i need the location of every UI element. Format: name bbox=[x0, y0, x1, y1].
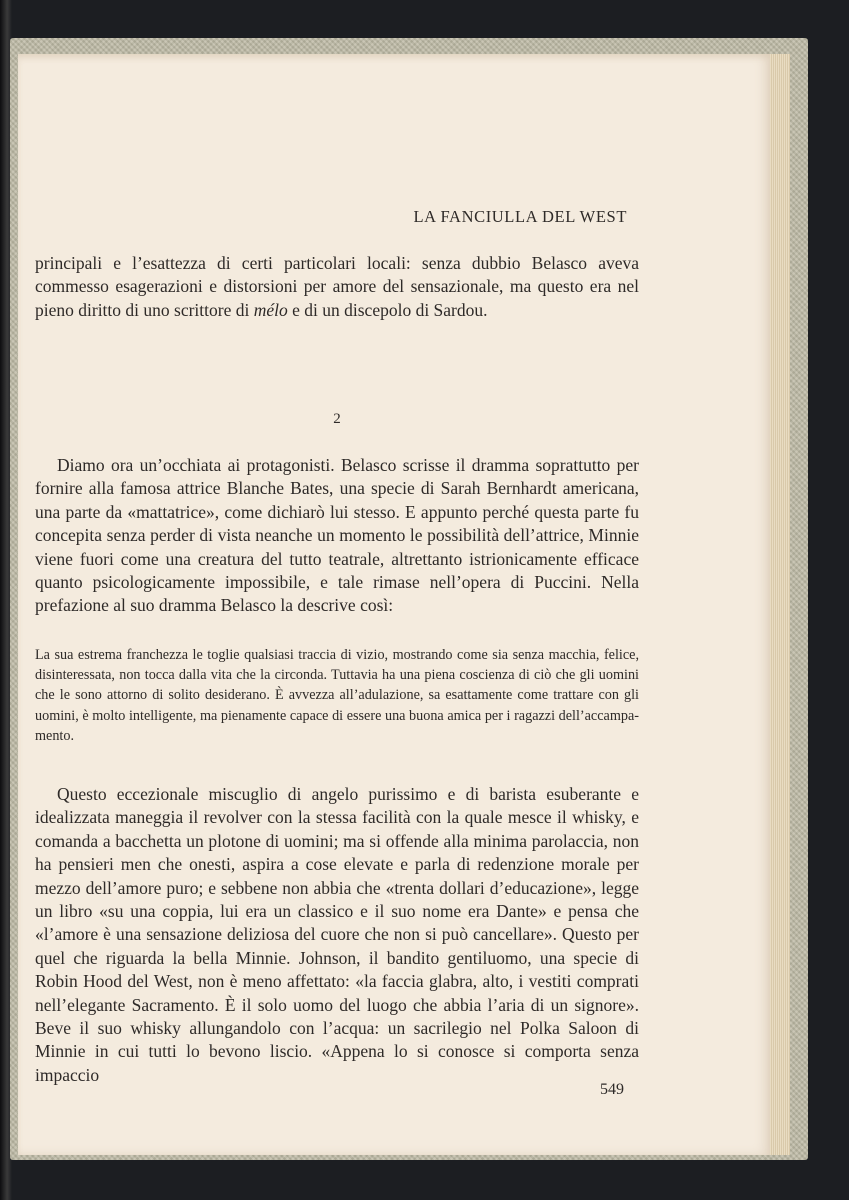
running-head: LA FANCIULLA DEL WEST bbox=[413, 207, 627, 226]
paragraph-continued bbox=[35, 252, 639, 322]
section-number: 2 bbox=[333, 411, 341, 427]
paragraph-minnie-johnson: Questo eccezionale miscuglio di angelo purissimo e di barista esuberante e idealizzata maneggia il revolver con la stessa facilità con la quale mesce il whisky, e comanda a bacchetta un plotone di uomini; ma si offende alla minima parolaccia, non ha pensieri men che onesti, aspira a cose elevate e parla di redenzione morale per mezzo dell’amore puro; e sebbene non abbia che «trenta dollari d’educazione», legge un libro «su una coppia, lui era un classico e il suo nome era Dante» e pensa che «l’amore è una sensazione deliziosa del cuore che non si può cancellare». Questo per quel che riguarda la bella Minnie. Johnson, il bandito gentiluomo, una specie di Robin Hood del West, non è meno affettato: «la faccia glabra, alto, i vestiti comprati nell’elegante Sacramento. È il solo uomo del luogo che abbia l’aria di un signore». Beve il suo whisky allungandolo con l’acqua: un sacrilegio nel Polka Saloon di Minnie in cui tutti lo bevono liscio. «Appena lo si conosce si comporta senza impaccio bbox=[35, 784, 639, 1085]
book-page bbox=[18, 54, 770, 1155]
paragraph-protagonists: Diamo ora un’occhiata ai protagonisti. Belasco scrisse il dramma soprattutto per fornire alla famosa attrice Blanche Bates, una specie di Sarah Bernhardt americana, una parte da «mattatrice», come dichiarò lui stesso. E appunto perché questa parte fu concepita senza perder di vista neanche un momento le possibilità dell’attrice, Minnie viene fuori come una creatura del tutto teatrale, altrettanto istrionicamente efficace quanto psicologicamente impossibile, e tale rimase nell’opera di Puccini. Nella prefazione al suo dramma Belasco la descrive così: bbox=[35, 455, 639, 616]
block-quotation: La sua estrema franchezza le toglie qualsiasi traccia di vizio, mostrando come sia senza macchia, felice, disinteressata, non tocca dalla vita che la circonda. Tuttavia ha una piena coscienza di ciò che gli uomini che le sono attorno di solito desiderano. È avvezza all’adulazione, sa esattamente come trattare con gli uomini, è molto intelligente, ma pienamente capace di essere una buona amica per i ragazzi dell’accampamento. bbox=[35, 647, 639, 744]
paragraph-text-end: e di un discepolo di Sardou. bbox=[287, 299, 488, 320]
italic-term: mélo bbox=[253, 299, 288, 320]
paragraph-text: principali e l’esattezza di certi particolari locali: senza dubbio Belasco aveva commesso esagerazioni e distorsioni per amore del sensazionale, ma questo era nel pieno diritto di uno scrittore di bbox=[35, 253, 639, 320]
page-number: 549 bbox=[600, 1081, 624, 1098]
